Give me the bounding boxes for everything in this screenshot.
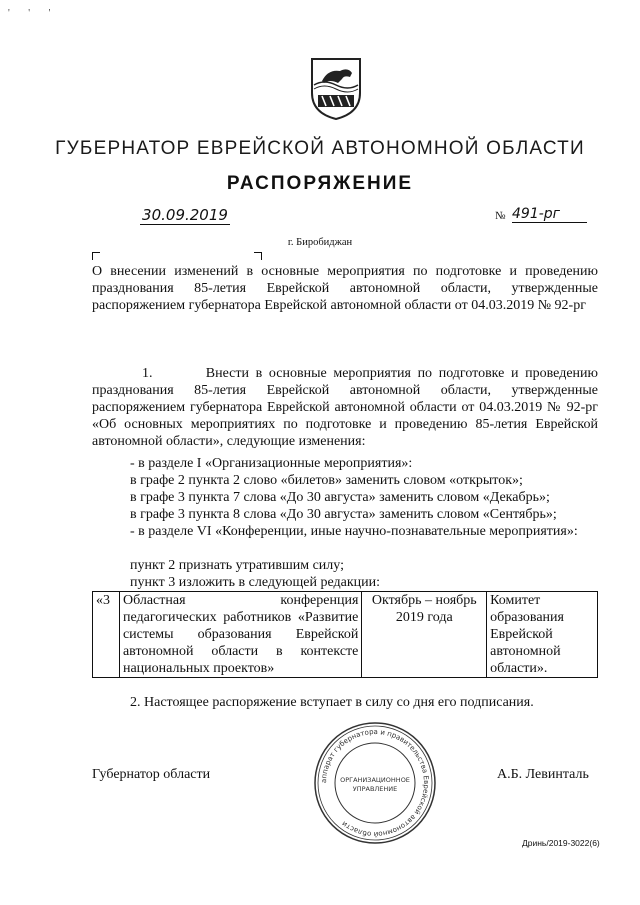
- item-change-5: пункт 3 изложить в следующей редакции:: [130, 575, 380, 590]
- document-subject: О внесении изменений в основные мероприятия по подготовке и проведению празднования 85-летия Еврейской автономной области, утвержденные распоряжением губернатора Еврейской автономной области от 04.03.2019 № 92-рг: [92, 264, 598, 313]
- stamp-center-line-2: УПРАВЛЕНИЕ: [352, 785, 398, 793]
- stamp-ring-text: аппарат губернатора и правительства Еврейской автономной области: [319, 727, 431, 839]
- document-type-title: РАСПОРЯЖЕНИЕ: [226, 173, 414, 194]
- signatory-title: Губернатор области: [92, 767, 211, 782]
- item-change-4: пункт 2 признать утратившим силу;: [130, 558, 344, 573]
- corner-bracket-left: [92, 252, 100, 260]
- amendment-table: [92, 591, 598, 678]
- paragraph-2: 2. Настоящее распоряжение вступает в силу со дня его подписания.: [130, 695, 534, 710]
- governor-heading: ГУБЕРНАТОР ЕВРЕЙСКОЙ АВТОНОМНОЙ ОБЛАСТИ: [55, 138, 585, 159]
- paragraph-1: [92, 365, 598, 450]
- paragraph-1-text: Внести в основные мероприятия по подготовке и проведению празднования 85-летия Еврейской автономной области, утвержденные распоряжением губернатора Еврейской автономной области от 04.03.2019 № 92-рг «Об основных мероприятиях по подготовке и проведению 85-летия Еврейской автономной области», следующие изменения:: [92, 366, 598, 449]
- document-number: 491-рг: [512, 206, 587, 223]
- stamp-center-line-1: ОРГАНИЗАЦИОННОЕ: [340, 776, 410, 784]
- number-label: №: [495, 210, 506, 222]
- corner-bracket-right: [254, 252, 262, 260]
- signatory-name: А.Б. Левинталь: [497, 767, 589, 782]
- table-cell-responsible: Комитет образования Еврейской автономной области».: [487, 592, 598, 678]
- paragraph-1-number: 1.: [142, 366, 153, 381]
- table-cell-number: «3: [93, 592, 120, 678]
- item-section-1: - в разделе I «Организационные мероприятия»:: [130, 456, 413, 471]
- document-reference: Дринь/2019-3022(6): [522, 838, 600, 848]
- table-row: [93, 592, 598, 678]
- table-cell-date: Октябрь – ноябрь 2019 года: [362, 592, 487, 678]
- item-change-2: в графе 3 пункта 7 слова «До 30 августа» заменить словом «Декабрь»;: [130, 490, 550, 505]
- document-city: г. Биробиджан: [287, 237, 353, 248]
- item-change-3: в графе 3 пункта 8 слова «До 30 августа» заменить словом «Сентябрь»;: [130, 507, 557, 522]
- scan-marks: ' ' ': [8, 8, 59, 19]
- document-date: 30.09.2019: [140, 206, 230, 225]
- item-change-1: в графе 2 пункта 2 слово «билетов» заменить словом «открыток»;: [130, 473, 523, 488]
- item-section-6: - в разделе VI «Конференции, иные научно-познавательные мероприятия»:: [130, 524, 578, 539]
- official-stamp: [312, 720, 438, 846]
- table-cell-event: Областная конференция педагогических работников «Развитие системы образования Еврейской автономной области в контексте национальных проектов»: [119, 592, 361, 678]
- coat-of-arms-emblem: [302, 55, 370, 123]
